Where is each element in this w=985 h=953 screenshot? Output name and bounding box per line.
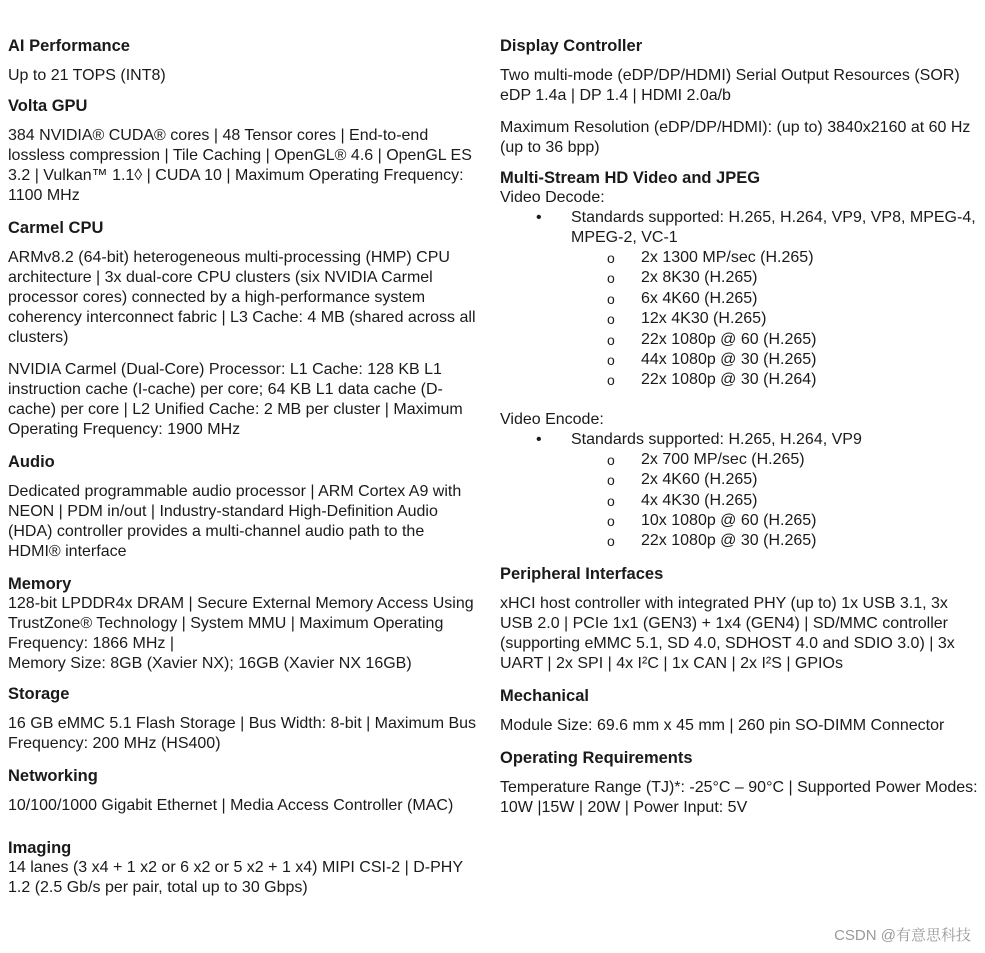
video-encode-standards: • Standards supported: H.265, H.264, VP9: [500, 430, 978, 450]
mechanical-heading: Mechanical: [500, 686, 589, 705]
display-ports-text: eDP 1.4a | DP 1.4 | HDMI 2.0a/b: [500, 87, 731, 104]
list-item: o 4x 4K30 (H.265): [500, 491, 978, 511]
video-decode-label: Video Decode:: [500, 189, 605, 206]
mechanical-text: Module Size: 69.6 mm x 45 mm | 260 pin SO-DIMM Connector: [500, 716, 945, 734]
operating-text: Temperature Range (TJ)*: -25°C – 90°C | Supported Power Modes: 10W |15W | 20W | Power Input: 5V: [500, 778, 978, 816]
operating-heading: Operating Requirements: [500, 748, 693, 767]
memory-size-text: Memory Size: 8GB (Xavier NX); 16GB (Xavier NX 16GB): [8, 655, 412, 672]
storage-text: 16 GB eMMC 5.1 Flash Storage | Bus Width: 8-bit | Maximum Bus Frequency: 200 MHz (HS400): [8, 715, 477, 752]
volta-gpu-text: 384 NVIDIA® CUDA® cores | 48 Tensor cores | End-to-end lossless compression | Tile Caching | OpenGL® 4.6 | OpenGL ES 3.2 | Vulkan™ 1.1◊ | CUDA 10 | Maximum Operating Frequency: 1100 MHz: [8, 127, 472, 204]
ai-performance-text: Up to 21 TOPS (INT8): [8, 67, 166, 84]
audio-heading: Audio: [8, 453, 55, 471]
list-item: o 22x 1080p @ 30 (H.264): [500, 370, 978, 390]
imaging-heading: Imaging: [8, 839, 72, 857]
video-encode-sublist: [500, 450, 978, 552]
video-encode-list: [500, 430, 978, 450]
list-item: o 2x 8K30 (H.265): [500, 268, 978, 288]
video-heading: Multi-Stream HD Video and JPEG: [500, 169, 761, 187]
imaging-text: 14 lanes (3 x4 + 1 x2 or 6 x2 or 5 x2 + 1 x4) MIPI CSI-2 | D-PHY 1.2 (2.5 Gb/s per pair, total up to 30 Gbps): [8, 859, 463, 896]
networking-heading: Networking: [8, 767, 98, 785]
networking-text: 10/100/1000 Gigabit Ethernet | Media Access Controller (MAC): [8, 797, 454, 814]
list-item: o 2x 700 MP/sec (H.265): [500, 450, 978, 470]
volta-gpu-heading: Volta GPU: [8, 97, 88, 115]
memory-heading: Memory: [8, 575, 72, 593]
left-column: [8, 36, 478, 910]
list-item: o 44x 1080p @ 30 (H.265): [500, 350, 978, 370]
list-item: o 6x 4K60 (H.265): [500, 289, 978, 309]
peripheral-heading: Peripheral Interfaces: [500, 564, 664, 583]
audio-text: Dedicated programmable audio processor | ARM Cortex A9 with NEON | PDM in/out | Industry-standard High-Definition Audio (HDA) controller provides a multi-channel audio path to the HDMI® interface: [8, 483, 462, 560]
ai-performance-heading: AI Performance: [8, 37, 130, 55]
list-item: o 2x 1300 MP/sec (H.265): [500, 248, 978, 268]
right-column: [500, 36, 978, 830]
peripheral-text: xHCI host controller with integrated PHY (up to) 1x USB 3.1, 3x USB 2.0 | PCIe 1x1 (GEN3) + 1x4 (GEN4) | SD/MMC controller (supporting eMMC 5.1, SD 4.0, SDHOST 4.0 and SDIO 3.0) | 3x UART | 2x SPI | 4x I²C | 1x CAN | 2x I²S | GPIOs: [500, 594, 955, 672]
list-item: o 22x 1080p @ 30 (H.265): [500, 531, 978, 551]
video-decode-list: [500, 208, 978, 248]
list-item: o 22x 1080p @ 60 (H.265): [500, 330, 978, 350]
carmel-cache-text: NVIDIA Carmel (Dual-Core) Processor: L1 Cache: 128 KB L1 instruction cache (I-cache) per core; 64 KB L1 data cache (D-cache) per core | L2 Unified Cache: 2 MB per cluster | Maximum Operating Frequency: 1900 MHz: [8, 361, 463, 438]
list-item: o 2x 4K60 (H.265): [500, 470, 978, 490]
storage-heading: Storage: [8, 685, 70, 703]
watermark: CSDN @有意思科技: [834, 927, 971, 944]
video-decode-sublist: [500, 248, 978, 391]
display-sor-text: Two multi-mode (eDP/DP/HDMI) Serial Output Resources (SOR): [500, 67, 960, 84]
display-controller-heading: Display Controller: [500, 37, 643, 55]
carmel-cpu-heading: Carmel CPU: [8, 219, 104, 237]
carmel-cpu-text: ARMv8.2 (64-bit) heterogeneous multi-processing (HMP) CPU architecture | 3x dual-core CPU clusters (six NVIDIA Carmel processor cores) connected by a high-performance system coherency interconnect fabric | L3 Cache: 4 MB (shared across all clusters): [8, 249, 476, 346]
video-decode-standards: • Standards supported: H.265, H.264, VP9, VP8, MPEG-4, MPEG-2, VC-1: [500, 208, 978, 248]
memory-text: 128-bit LPDDR4x DRAM | Secure External Memory Access Using TrustZone® Technology | System MMU | Maximum Operating Frequency: 1866 MHz |: [8, 595, 474, 652]
list-item: o 12x 4K30 (H.265): [500, 309, 978, 329]
display-resolution-text: Maximum Resolution (eDP/DP/HDMI): (up to) 3840x2160 at 60 Hz (up to 36 bpp): [500, 119, 971, 156]
list-item: o 10x 1080p @ 60 (H.265): [500, 511, 978, 531]
video-encode-label: Video Encode:: [500, 410, 604, 428]
